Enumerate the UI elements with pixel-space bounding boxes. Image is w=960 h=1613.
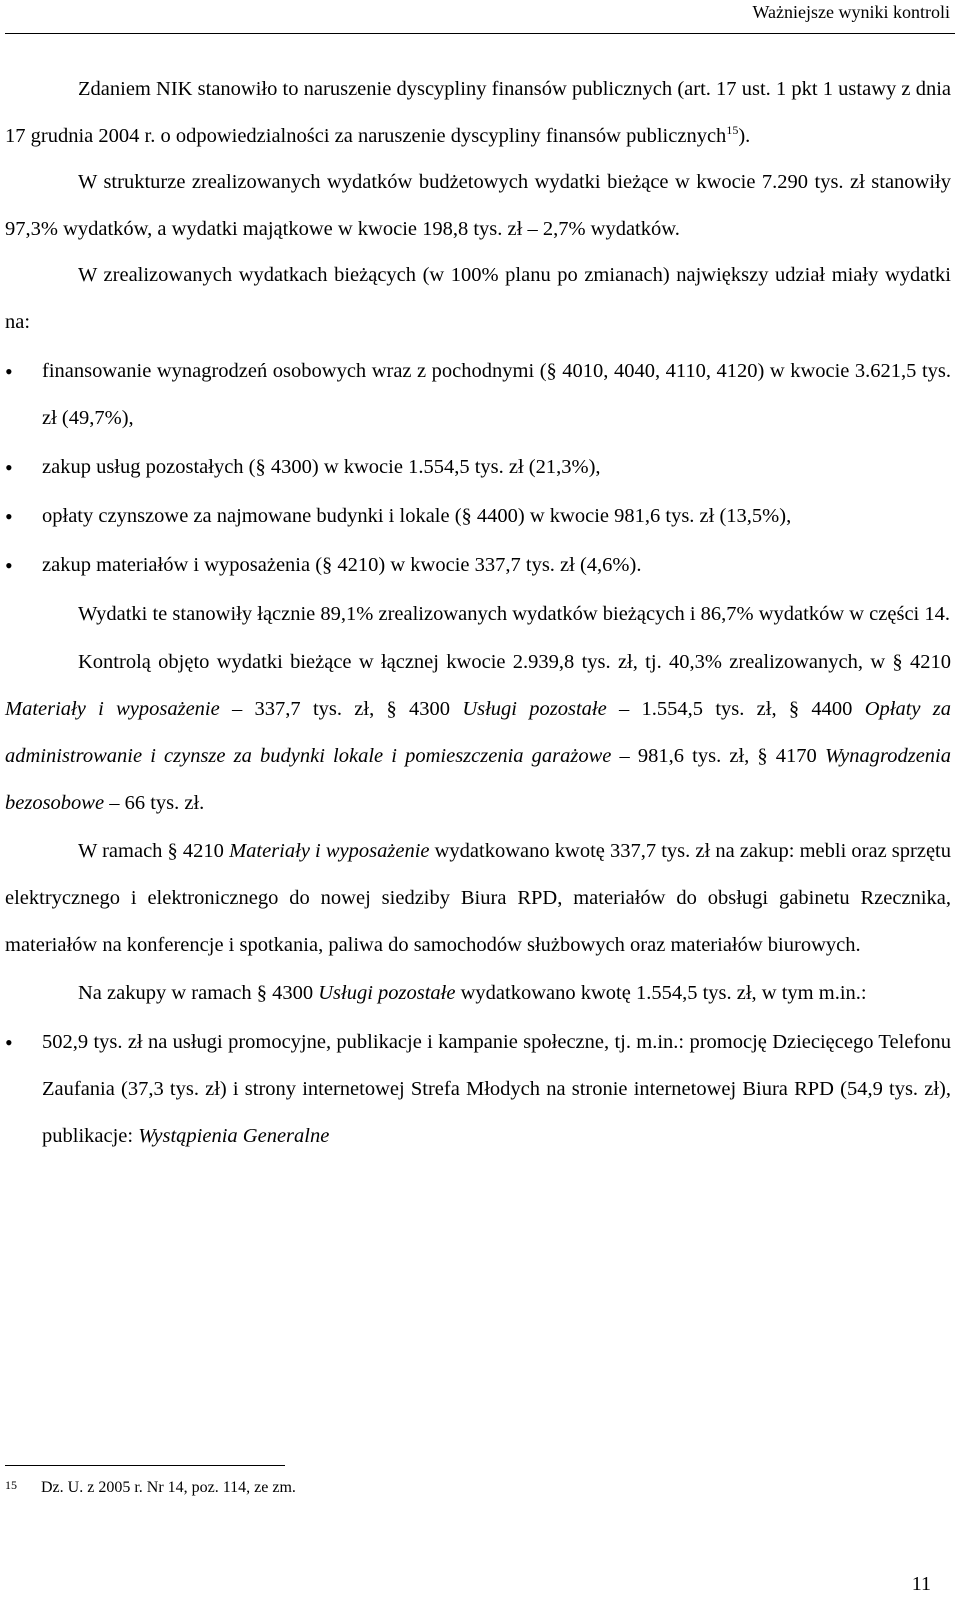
paragraph-7: Na zakupy w ramach § 4300 Usługi pozostałe wydatkowano kwotę 1.554,5 tys. zł, w tym m.in.: — [78, 982, 867, 1004]
paragraph-6: W ramach § 4210 Materiały i wyposażenie wydatkowano kwotę 337,7 tys. zł na zakup: mebli oraz sprzętu elektrycznego i elektronicznego do nowej siedziby Biura RPD, materiałów do obsługi gabinetu Rzecznika, materiałów na konferencje i spotkania, paliwa do samochodów służbowych oraz materiałów biurowych. — [5, 840, 952, 956]
footnote-ref: 15 — [726, 123, 739, 138]
paragraph-3: W zrealizowanych wydatkach bieżących (w 100% planu po zmianach) największy udział miały wydatki na: — [5, 264, 951, 333]
body-text — [5, 66, 951, 1160]
services-list — [5, 1019, 951, 1160]
running-header: Ważniejsze wyniki kontroli — [752, 2, 950, 22]
page-number: 11 — [911, 1573, 931, 1595]
paragraph-4: Wydatki te stanowiły łącznie 89,1% zrealizowanych wydatków bieżących i 86,7% wydatków w części 14. — [78, 603, 950, 625]
list-item: • zakup materiałów i wyposażenia (§ 4210) w kwocie 337,7 tys. zł (4,6%). — [5, 542, 951, 589]
paragraph-2: W strukturze zrealizowanych wydatków budżetowych wydatki bieżące w kwocie 7.290 tys. zł stanowiły 97,3% wydatków, a wydatki majątkowe w kwocie 198,8 tys. zł – 2,7% wydatków. — [5, 171, 951, 240]
paragraph-1: Zdaniem NIK stanowiło to naruszenie dyscypliny finansów publicznych (art. 17 ust. 1 pkt 1 ustawy z dnia 17 grudnia 2004 r. o odpowiedzialności za naruszenie dyscypliny finansów publicznych$^{15}$). — [5, 78, 951, 147]
list-item: • opłaty czynszowe za najmowane budynki i lokale (§ 4400) w kwocie 981,6 tys. zł (13,5%), — [5, 493, 951, 540]
expense-list — [5, 348, 951, 589]
list-item: • finansowanie wynagrodzeń osobowych wraz z pochodnymi (§ 4010, 4040, 4110, 4120) w kwocie 3.621,5 tys. zł (49,7%), — [5, 348, 951, 442]
list-item: • zakup usług pozostałych (§ 4300) w kwocie 1.554,5 tys. zł (21,3%), — [5, 444, 951, 491]
footnote-number: 15 — [5, 1478, 17, 1492]
footnote — [5, 1478, 296, 1498]
footnote-rule — [5, 1465, 285, 1466]
paragraph-5: Kontrolą objęto wydatki bieżące w łącznej kwocie 2.939,8 tys. zł, tj. 40,3% zrealizowanych, w § 4210 Materiały i wyposażenie – 337,7 tys. zł, § 4300 Usługi pozostałe – 1.554,5 tys. zł, § 4400 Opłaty za administrowanie i czynsze za budynki lokale i pomieszczenia garażowe – 981,6 tys. zł, § 4170 Wynagrodzenia bezosobowe – 66 tys. zł. — [5, 651, 952, 814]
header-rule — [5, 33, 955, 34]
footnote-text: Dz. U. z 2005 r. Nr 14, poz. 114, ze zm. — [41, 1479, 296, 1496]
list-item: • 502,9 tys. zł na usługi promocyjne, publikacje i kampanie społeczne, tj. m.in.: promocję Dziecięcego Telefonu Zaufania (37,3 tys. zł) i strony internetowej Strefa Młodych na stronie internetowej Biura RPD (54,9 tys. zł), publikacje: Wystąpienia Generalne — [5, 1019, 951, 1160]
